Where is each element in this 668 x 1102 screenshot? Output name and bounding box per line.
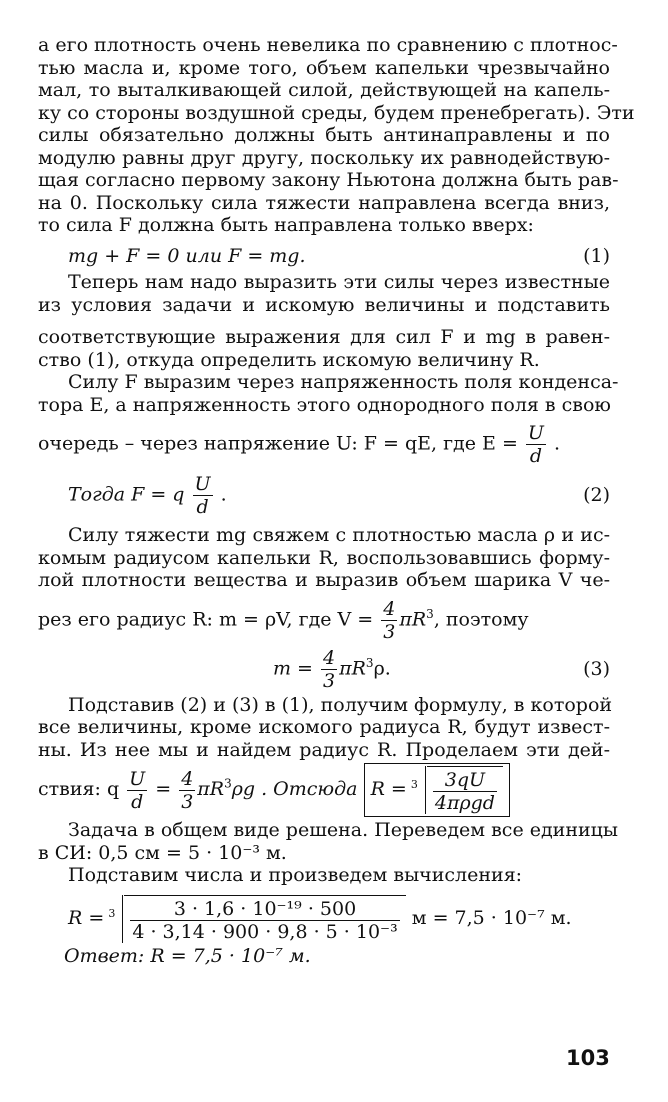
text-span: . — [220, 483, 227, 506]
text-line: ство (1), откуда определить искомую величину R. — [38, 348, 540, 371]
denominator: 3 — [181, 790, 194, 813]
text-line: тора E, а напряженность этого однородного поля в свою — [38, 393, 611, 416]
fraction — [321, 647, 337, 692]
equation-number: (2) — [583, 484, 610, 507]
equation-text: mg + F = 0 или F = mg. — [68, 244, 306, 267]
denominator: d — [529, 445, 543, 467]
text-span: ρg . Отсюда — [231, 778, 358, 800]
text-span: = — [155, 778, 172, 800]
text-line: Силу F выразим через напряженность поля конденса- — [68, 371, 619, 393]
fraction — [433, 769, 497, 814]
calculation — [38, 895, 610, 943]
paragraph-2 — [38, 271, 610, 371]
text-span: очередь – через напряжение U: F = qE, где E = — [38, 432, 518, 455]
paragraph-4 — [38, 524, 610, 643]
equation-number: (1) — [583, 244, 610, 267]
text-span: πR — [339, 657, 366, 679]
text-span: ρ. — [373, 657, 391, 679]
fraction — [127, 768, 147, 813]
fraction — [130, 898, 399, 943]
text-span: рез его радиус R: m = ρV, где V = — [38, 608, 374, 630]
formula-line — [38, 422, 610, 467]
equation-text: m = — [273, 657, 313, 679]
text-line: Подставим числа и произведем вычисления: — [68, 864, 523, 886]
fraction — [193, 473, 213, 518]
text-line: на 0. Поскольку сила тяжести направлена всегда вниз, — [38, 191, 610, 214]
text-line: Задача в общем виде решена. Переведем все единицы — [68, 819, 619, 841]
text-span: . — [553, 432, 561, 455]
denominator: d — [131, 790, 144, 813]
text-line: лой плотности вещества и выразив объем шарика V че- — [38, 569, 610, 591]
text-line: ку со стороны воздушной среды, будем пренебрегать). Эти — [38, 101, 635, 124]
paragraph-5 — [38, 693, 613, 818]
text-line: все величины, кроме искомого радиуса R, будут извест- — [38, 716, 610, 738]
numerator: 3 · 1,6 · 10⁻¹⁹ · 500 — [130, 898, 399, 921]
text-line: а его плотность очень невелика по сравнению с плотнос- — [38, 34, 618, 56]
numerator: U — [527, 422, 544, 444]
denominator: 4 · 3,14 · 900 · 9,8 · 5 · 10⁻³ — [132, 920, 398, 943]
numerator: 4 — [323, 646, 336, 669]
denominator: 4πρgd — [434, 792, 495, 814]
text-span: πR — [197, 778, 225, 800]
text-span: , поэтому — [433, 608, 529, 630]
paragraph-6 — [38, 819, 619, 887]
answer-label: Ответ: — [64, 944, 145, 967]
numerator: 4 — [383, 597, 396, 620]
answer-line — [38, 945, 610, 968]
numerator: U — [129, 767, 146, 790]
root-sign-icon — [413, 766, 426, 814]
superscript: 3 — [426, 606, 434, 621]
text-line: в СИ: 0,5 см = 5 · 10⁻³ м. — [38, 841, 287, 864]
denominator: 3 — [383, 620, 396, 643]
superscript: 3 — [365, 655, 374, 670]
text-line: Теперь нам надо выразить эти силы через известные — [68, 271, 610, 293]
cube-root — [110, 895, 405, 943]
text-line: комым радиусом капельки R, воспользовавшись форму- — [38, 546, 610, 569]
text-span: R = — [370, 778, 407, 800]
text-line: модулю равны друг другу, поскольку их равнодействую- — [38, 146, 610, 169]
text-span: πR — [399, 608, 427, 630]
equation-text: Тогда F = q — [68, 483, 185, 506]
fraction — [179, 768, 195, 813]
denominator: 3 — [323, 669, 336, 692]
formula-line — [38, 598, 610, 643]
text-line: соответствующие выражения для сил F и mg в равен- — [38, 326, 610, 348]
text-line: щая согласно первому закону Ньютона должна быть рав- — [38, 169, 619, 191]
paragraph-3 — [38, 371, 619, 467]
fraction — [381, 598, 397, 643]
page-content — [38, 34, 635, 967]
text-span: м = 7,5 · 10⁻⁷ м. — [411, 906, 572, 929]
text-line: мал, то выталкивающей силой, действующей на капель- — [38, 79, 610, 101]
denominator: d — [196, 496, 209, 518]
text-span: ствия: q — [38, 778, 120, 800]
text-line: то сила F должна быть направлена только вверх: — [38, 214, 534, 236]
root-sign-icon — [110, 895, 123, 943]
fraction — [526, 422, 546, 467]
paragraph-intro — [38, 34, 635, 237]
superscript: 3 — [224, 776, 232, 791]
formula-line — [38, 763, 610, 817]
text-span: R = — [68, 906, 105, 929]
numerator: U — [194, 473, 211, 495]
numerator: 3qU — [433, 769, 497, 792]
equation-2 — [38, 473, 610, 518]
equation-1 — [38, 245, 610, 268]
text-line: из условия задачи и искомую величины и подставить — [38, 293, 610, 316]
text-line: тью масла и, кроме того, объем капельки чрезвычайно — [38, 56, 610, 79]
equation-number: (3) — [583, 657, 610, 680]
answer-text: R = 7,5 · 10⁻⁷ м. — [150, 944, 311, 967]
text-line: ны. Из нее мы и найдем радиус R. Проделаем эти дей- — [38, 738, 610, 761]
equation-3 — [38, 647, 610, 692]
text-line: силы обязательно должны быть антинаправлены и по — [38, 124, 610, 146]
numerator: 4 — [181, 767, 194, 790]
boxed-formula — [364, 763, 510, 817]
cube-root — [413, 766, 503, 814]
text-line: Силу тяжести mg свяжем с плотностью масла ρ и ис- — [68, 524, 610, 546]
page-number: 103 — [566, 1046, 610, 1070]
text-line: Подставив (2) и (3) в (1), получим формулу, в которой — [68, 693, 613, 716]
